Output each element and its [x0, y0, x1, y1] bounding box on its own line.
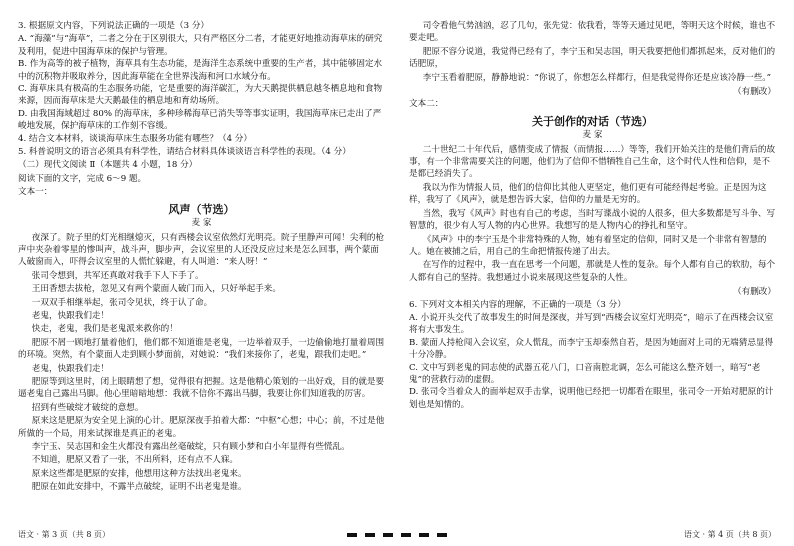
page-footer	[18, 529, 776, 540]
registration-marks	[343, 533, 451, 537]
question-5: 5. 科普说明文的语言必须具有科学性，请结合材料具体谈谈语言科学性的表现。（4 分）	[18, 147, 351, 158]
story-paragraph: 王田香想去拔枪，忽见又有两个蒙面人破门而入，只好举起手来。	[31, 284, 281, 295]
story-title: 风声（节选）	[168, 202, 235, 216]
story-paragraph: 原来这些都是肥原的安排，他想用这种方法找出老鬼来。	[31, 468, 247, 479]
left-page-number: 语文 · 第 3 页（共 8 页）	[18, 530, 110, 539]
question-3	[18, 20, 385, 133]
registration-mark	[365, 533, 375, 537]
section-instruction: 阅读下面的文字，完成 6～9 题。	[18, 173, 147, 184]
question-6-option-c: C. 文中写到老鬼的同志使的武器五花八门，口音南腔北调，怎么可能这么整齐划一，暗写“老鬼”的营救行动的虚假。	[409, 362, 761, 385]
registration-mark	[437, 533, 447, 537]
registration-mark	[347, 533, 357, 537]
essay-paragraph: 当然，我写《风声》时也有自己的考虑，当时写谍战小说的人很多，但大多数都是写斗争、写智慧的，很少有人写人物的内心世界。我想写的是人物内心的挣扎和坚守。	[409, 208, 776, 232]
text-one-label: 文本一：	[18, 187, 53, 198]
story-paragraph: 一双双手相继举起，张司令见状，终于认了命。	[31, 297, 213, 308]
essay-body	[409, 144, 776, 284]
question-3-option-d: D. 由我国海域超过 80% 的海草床，多种珍稀海草已消失等等事实证明，我国海草床已走出了严峻地发展，保护海草床的工作刻不容缓。	[18, 108, 382, 132]
question-3-option-c: C. 海草床具有极高的生态服务功能，它是重要的海洋碳汇，为大天鹅提供栖息越冬栖息地和食物来源，因而海草床是大天鹅最佳的栖息地和育幼场所。	[18, 84, 383, 107]
registration-mark	[383, 533, 393, 537]
story-paragraph: 李宁玉看着肥原，静静地说：“你说了，你想怎么样都行，但是我觉得你还是应该冷静一些。”	[422, 72, 771, 83]
story-paragraph: 肥原不容分说道，我觉得已经有了，李宁玉和吴志国，明天我要把他们都抓起来，反对他们的话肥原，	[409, 46, 776, 70]
story-paragraph: 老鬼，快跟我们走！	[31, 310, 110, 321]
story-author: 麦 家	[191, 218, 212, 229]
story-paragraph: 老鬼，快跟我们走！	[31, 363, 110, 374]
story-body	[18, 232, 385, 494]
left-column	[18, 20, 385, 528]
essay-paragraph: 《风声》中的李宁玉是个非常特殊的人物，她有着坚定的信仰，同时又是一个非常有智慧的人。她在被捕之后，用自己的生命把情报传递了出去。	[409, 234, 767, 257]
story-paragraph: 李宁玉、吴志国和金生火都没有露出丝毫破绽，只有顾小梦和白小年显得有些慌乱。	[31, 442, 350, 452]
essay-paragraph: 在写作的过程中，我一直在思考一个问题，那就是人性的复杂。每个人都有自己的软肋，每个人都有自己的坚持。我想通过小说来展现这些复杂的人性。	[409, 260, 776, 283]
story-paragraph: 不知道，肥原又看了一张，不出所料，还有点不人寐。	[31, 455, 239, 466]
registration-mark	[401, 533, 411, 537]
essay-paragraph: 二十世纪二十年代后，感情变成了情报（而情报……）等等，我们开始关注的是他们背后的故事，有一个非常需要关注的问题，他们为了信仰不惜牺牲自己生命，这个时代人性和信仰，是不是都已经消失了。	[409, 144, 776, 180]
question-6-stem: 6. 下列对文本相关内容的理解，不正确的一项是（3 分）	[409, 299, 626, 310]
right-page-number: 语文 · 第 4 页（共 8 页）	[684, 530, 776, 539]
story-paragraph: 肥原等到这里时，闭上眼睛想了想，觉得很有把握。这是他精心策划的一出好戏，目的就是要逼老鬼自己露出马脚。他心里暗暗地想：我就不信你不露出马脚，我要让你们知道我的厉害。	[18, 376, 385, 400]
story-paragraph: 肥原在如此安排中，不露半点破绽，证明不出老鬼是谁。	[31, 482, 247, 493]
story-paragraph: 快走，老鬼，我们是老鬼派来救你的！	[31, 324, 178, 335]
question-6	[409, 299, 776, 412]
story-paragraph: 原来这是肥原为安全见上演的心计。肥原深夜手拍着大都：“中枢”心想；中心；前，不过是他所做的一个局，用来试探谁是真正的老鬼。	[18, 416, 385, 439]
question-6-option-b: B. 蒙面人持枪闯入会议室，众人慌乱，而李宁玉却泰然自若，是因为她面对上司的无端猜忌显得十分冷静。	[409, 337, 774, 361]
abridged-note: （有删改）	[733, 87, 776, 98]
story-paragraph: 夜深了。院子里的灯光相继熄灭，只有西楼会议室依然灯光明亮。院子里静声可闻！尖利的枪声中夹杂着零星的惨叫声，战斗声，脚步声，会议室里的人还没反应过来是怎么回事，两个蒙面人破窗而入，吓得会议室里的人慌忙躲避，有人叫道：“来人呀！”	[18, 232, 385, 268]
question-3-option-a: A. “海藻”与“海草”，二者之分在于区别很大，只有严格区分二者，才能更好地推动海草床的研究及利用，促进中国海草床的保护与管理。	[18, 34, 383, 57]
story-paragraph: 肥原不屑一顾地打量着他们，他们都不知道谁是老鬼，一边举着双手，一边偷偷地打量着周围的环境。突然，有个蒙面人走到顾小梦面前，对她说：“我们来接你了，老鬼，跟我们走吧。”	[18, 337, 385, 361]
right-column	[409, 20, 776, 528]
story-paragraph: 张司令想到，共军还真敢对我手下人下手了。	[31, 270, 204, 281]
question-6-option-d: D. 张司令当着众人的面举起双手击掌，说明他已经把一切都看在眼里，张司令一开始对肥原的计划也是知情的。	[409, 387, 774, 410]
question-3-stem: 3. 根据原文内容，下列说法正确的一项是（3 分）	[18, 21, 210, 31]
question-6-option-a: A. 小说开头交代了故事发生的时间是深夜，并写到“西楼会议室灯光明亮”，暗示了在西楼会议室将有大事发生。	[409, 312, 774, 336]
question-3-option-b: B. 作为高等的被子植物，海草具有生态功能，是海洋生态系统中重要的生产者，其中能够固定水中的沉积物并吸取养分，因此海草能在全世界浅海和河口水域分布。	[18, 59, 383, 82]
story-paragraph: 司令看他气势汹汹，忍了几句，张先觉：依我看，等等天通过见吧，等明天这个时候，谁也不要走吧。	[409, 21, 776, 44]
abridged-note: （有删改）	[733, 287, 776, 298]
story-title: 关于创作的对话（节选）	[532, 114, 653, 128]
story-author: 麦 家	[582, 130, 603, 141]
essay-paragraph: 我以为作为情报人员，他们的信仰比其他人更坚定，他们更有可能经得起考验。正是因为这样，我写了《风声》，就是想告诉大家，信仰的力量是无穷的。	[409, 182, 767, 206]
text-one-continuation	[409, 20, 776, 84]
question-4: 4. 结合文本材料，谈谈海草床生态服务功能有哪些？（4 分）	[18, 133, 252, 144]
registration-mark	[419, 533, 429, 537]
story-paragraph: 招到有些破绽才破绽的意想。	[31, 402, 144, 413]
text-two-label: 文本二：	[409, 99, 444, 110]
section-heading: （二）现代文阅读 Ⅱ（本题共 4 小题，18 分）	[18, 160, 198, 171]
